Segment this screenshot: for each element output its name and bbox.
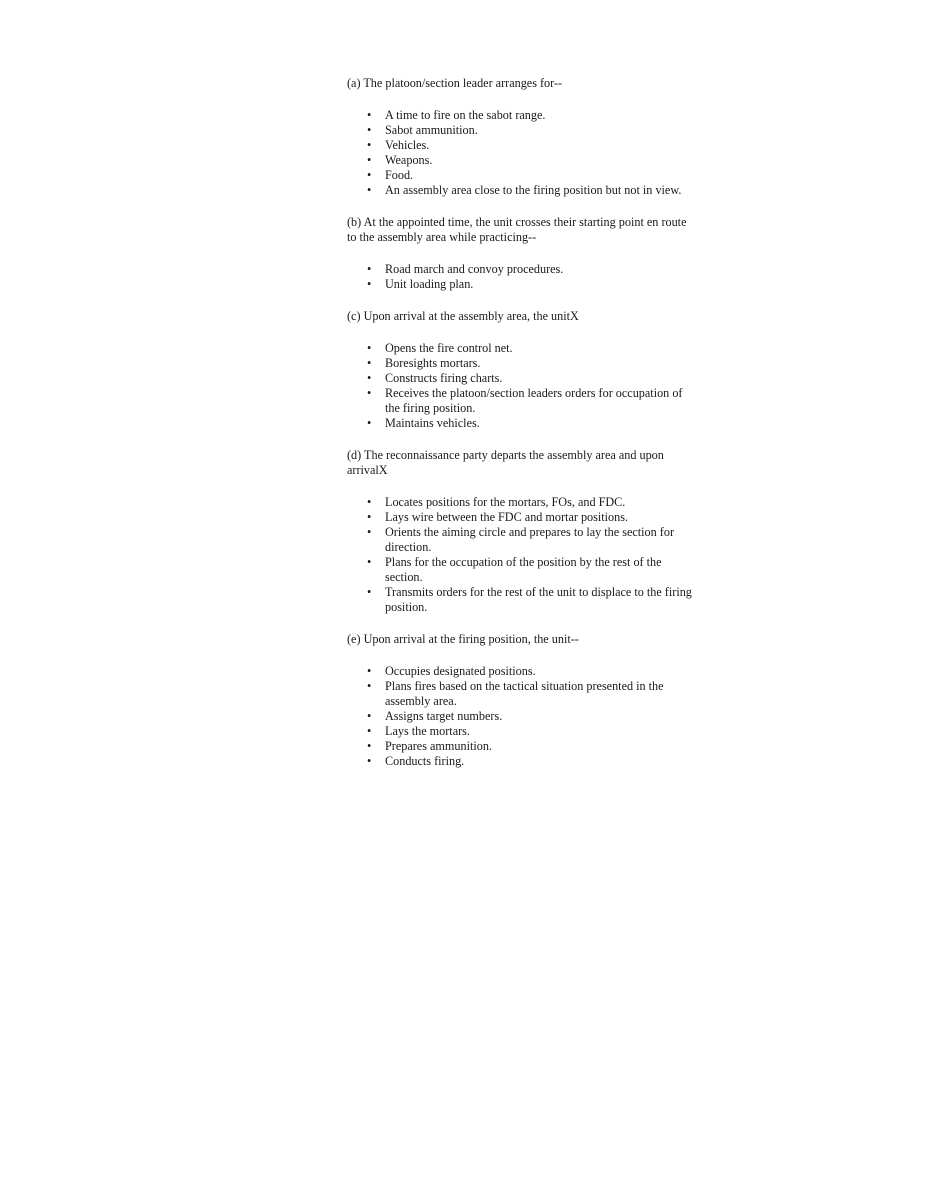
- bullet-icon: •: [367, 356, 372, 370]
- bullet-icon: •: [367, 510, 372, 524]
- list-item: [347, 371, 697, 386]
- list-item-text: Vehicles.: [385, 138, 430, 152]
- list-item-text: Assigns target numbers.: [385, 709, 503, 723]
- list-item: [347, 108, 697, 123]
- bullet-icon: •: [367, 585, 372, 599]
- section-c: [347, 309, 697, 431]
- list-item: [347, 664, 697, 679]
- bullet-icon: •: [367, 416, 372, 430]
- list-item: [347, 123, 697, 138]
- list-item: [347, 153, 697, 168]
- bullet-list: [347, 108, 697, 198]
- list-item: [347, 262, 697, 277]
- list-item: [347, 341, 697, 356]
- list-item: [347, 510, 697, 525]
- bullet-list: [347, 495, 697, 615]
- list-item: [347, 555, 697, 585]
- bullet-icon: •: [367, 262, 372, 276]
- bullet-icon: •: [367, 525, 372, 539]
- section-b: [347, 215, 697, 292]
- list-item: [347, 739, 697, 754]
- list-item: [347, 356, 697, 371]
- list-item: [347, 585, 697, 615]
- list-item-text: Weapons.: [385, 153, 433, 167]
- bullet-icon: •: [367, 495, 372, 509]
- bullet-icon: •: [367, 724, 372, 738]
- list-item: [347, 525, 697, 555]
- list-item-text: Transmits orders for the rest of the unit to displace to the firing position.: [385, 585, 692, 614]
- list-item-text: Food.: [385, 168, 414, 182]
- section-a: [347, 76, 697, 198]
- list-item-text: Prepares ammunition.: [385, 739, 492, 753]
- list-item-text: Lays wire between the FDC and mortar positions.: [385, 510, 629, 524]
- list-item-text: Boresights mortars.: [385, 356, 481, 370]
- list-item-text: Constructs firing charts.: [385, 371, 503, 385]
- section-d: [347, 448, 697, 615]
- list-item-text: A time to fire on the sabot range.: [385, 108, 546, 122]
- bullet-icon: •: [367, 555, 372, 569]
- bullet-icon: •: [367, 754, 372, 768]
- list-item: [347, 724, 697, 739]
- bullet-list: [347, 341, 697, 431]
- bullet-icon: •: [367, 183, 372, 197]
- section-lead: (c) Upon arrival at the assembly area, the unitX: [347, 309, 579, 323]
- list-item-text: Sabot ammunition.: [385, 123, 478, 137]
- section-e: [347, 632, 697, 769]
- bullet-list: [347, 262, 697, 292]
- list-item: [347, 754, 697, 769]
- list-item-text: Locates positions for the mortars, FOs, and FDC.: [385, 495, 626, 509]
- list-item-text: Plans for the occupation of the position by the rest of the section.: [385, 555, 662, 584]
- section-lead: (b) At the appointed time, the unit crosses their starting point en route to the assembly area while practicing--: [347, 215, 687, 244]
- list-item: [347, 709, 697, 724]
- bullet-icon: •: [367, 709, 372, 723]
- list-item-text: Conducts firing.: [385, 754, 465, 768]
- bullet-icon: •: [367, 123, 372, 137]
- list-item-text: An assembly area close to the firing position but not in view.: [385, 183, 682, 197]
- bullet-list: [347, 664, 697, 769]
- list-item: [347, 679, 697, 709]
- bullet-icon: •: [367, 679, 372, 693]
- document-page: [347, 76, 697, 786]
- section-lead: (d) The reconnaissance party departs the assembly area and upon arrivalX: [347, 448, 664, 477]
- bullet-icon: •: [367, 168, 372, 182]
- list-item: [347, 386, 697, 416]
- bullet-icon: •: [367, 153, 372, 167]
- list-item-text: Receives the platoon/section leaders orders for occupation of the firing position.: [385, 386, 683, 415]
- list-item: [347, 183, 697, 198]
- list-item: [347, 495, 697, 510]
- list-item: [347, 277, 697, 292]
- list-item-text: Maintains vehicles.: [385, 416, 480, 430]
- list-item-text: Unit loading plan.: [385, 277, 474, 291]
- list-item: [347, 416, 697, 431]
- bullet-icon: •: [367, 386, 372, 400]
- bullet-icon: •: [367, 138, 372, 152]
- section-lead: (a) The platoon/section leader arranges for--: [347, 76, 563, 90]
- bullet-icon: •: [367, 341, 372, 355]
- section-lead: (e) Upon arrival at the firing position, the unit--: [347, 632, 579, 646]
- list-item-text: Occupies designated positions.: [385, 664, 536, 678]
- list-item-text: Opens the fire control net.: [385, 341, 513, 355]
- bullet-icon: •: [367, 739, 372, 753]
- list-item-text: Road march and convoy procedures.: [385, 262, 564, 276]
- list-item-text: Orients the aiming circle and prepares to lay the section for direction.: [385, 525, 675, 554]
- list-item: [347, 168, 697, 183]
- bullet-icon: •: [367, 108, 372, 122]
- bullet-icon: •: [367, 371, 372, 385]
- bullet-icon: •: [367, 664, 372, 678]
- bullet-icon: •: [367, 277, 372, 291]
- list-item-text: Plans fires based on the tactical situation presented in the assembly area.: [385, 679, 664, 708]
- list-item-text: Lays the mortars.: [385, 724, 470, 738]
- list-item: [347, 138, 697, 153]
